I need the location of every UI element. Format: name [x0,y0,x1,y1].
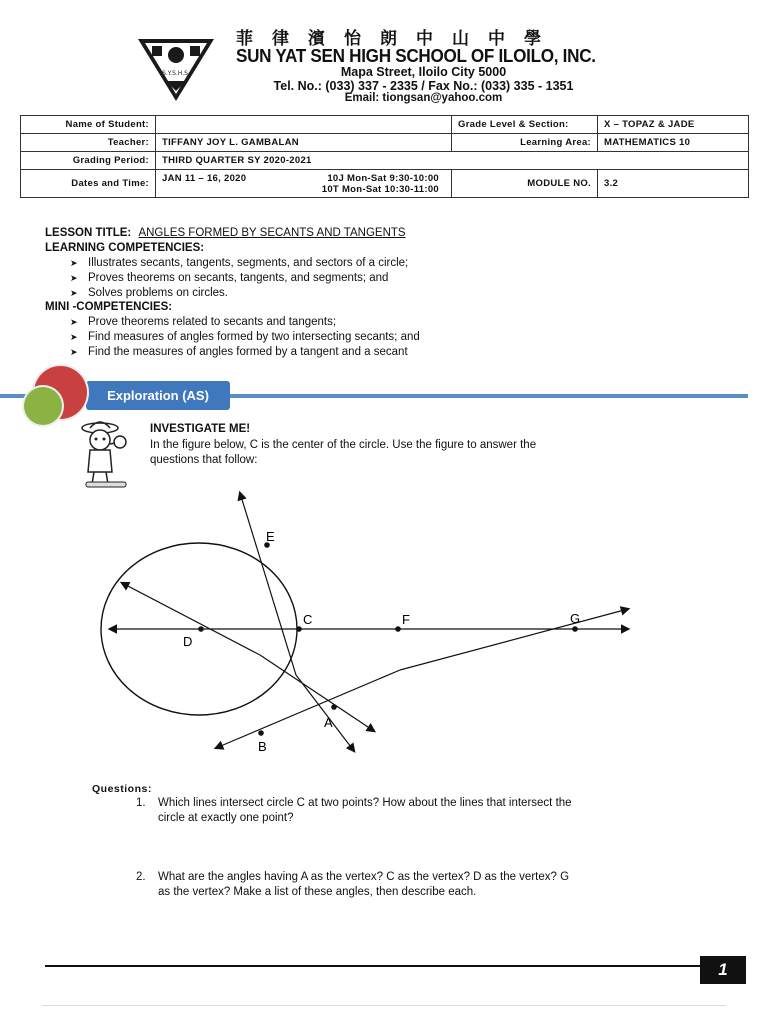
teacher-label: Teacher: [21,134,156,152]
area-value: MATHEMATICS 10 [598,134,749,152]
investigate-intro-2: questions that follow: [150,454,258,466]
label-e: E [266,529,275,544]
question-1-line2: circle at exactly one point? [158,812,294,824]
area-label: Learning Area: [452,134,598,152]
question-2-line2: as the vertex? Make a list of these angles, then describe each. [158,886,477,898]
time-1: 10J Mon-Sat 9:30-10:00 [327,172,439,184]
student-info-table [20,115,749,198]
arrow-bullet-icon: ➤ [70,258,78,268]
label-g: G [570,611,581,626]
school-email: Email: tiongsan@yahoo.com [344,92,503,104]
teacher-value: TIFFANY JOY L. GAMBALAN [156,134,452,152]
investigate-heading: INVESTIGATE ME! [150,423,251,435]
label-d: D [183,634,193,649]
mini-competencies-list [70,315,420,360]
label-a: A [324,715,333,730]
school-seal-icon [136,37,216,103]
list-item: ➤ Find measures of angles formed by two intersecting secants; and [70,331,420,343]
arrow-bullet-icon: ➤ [70,347,78,357]
list-item: ➤ Find the measures of angles formed by a tangent and a secant [70,346,408,358]
module-value: 3.2 [598,170,749,198]
question-1-number: 1. [136,797,146,809]
page-number: 1 [700,956,746,984]
lesson-title: ANGLES FORMED BY SECANTS AND TANGENTS [138,227,406,239]
question-2-line1: What are the angles having A as the vertex? C as the vertex? D as the vertex? G [158,871,570,883]
question-1-line1: Which lines intersect circle C at two points? How about the lines that intersect the [158,797,572,809]
school-phone: Tel. No.: (033) 337 - 2335 / Fax No.: (033) 335 - 1351 [273,79,574,93]
circle-figure [100,485,640,770]
footer-rule [45,965,702,967]
arrow-bullet-icon: ➤ [70,317,78,327]
exploration-banner: Exploration (AS) [86,381,230,410]
arrow-bullet-icon: ➤ [70,273,78,283]
dates-value-cell [156,170,452,198]
question-2-number: 2. [136,871,146,883]
label-c: C [303,612,313,627]
list-item: ➤ Proves theorems on secants, tangents, and segments; and [70,272,389,284]
label-f: F [402,612,410,627]
module-label: MODULE NO. [452,170,598,198]
school-name: SUN YAT SEN HIGH SCHOOL OF ILOILO, INC. [236,46,596,66]
green-circle-decoration [24,387,62,425]
list-item: ➤ Solves problems on circles. [70,287,228,299]
list-item: ➤ Prove theorems related to secants and tangents; [70,316,337,328]
investigate-intro-1: In the figure below, C is the center of the circle. Use the figure to answer the [150,439,537,451]
name-label: Name of Student: [21,116,156,134]
name-value[interactable] [156,116,452,134]
grade-value: X – TOPAZ & JADE [598,116,749,134]
competencies-label: LEARNING COMPETENCIES: [45,242,205,254]
investigator-icon [72,418,138,490]
period-label: Grading Period: [21,152,156,170]
arrow-bullet-icon: ➤ [70,332,78,342]
questions-label: Questions: [92,783,152,795]
label-b: B [258,739,267,754]
school-chinese-name: 菲律濱怡朗中山中學 [236,29,560,49]
grade-label: Grade Level & Section: [452,116,598,134]
bottom-divider [42,1005,726,1006]
time-2: 10T Mon-Sat 10:30-11:00 [321,183,439,195]
school-address: Mapa Street, Iloilo City 5000 [340,65,507,79]
list-item: ➤ Illustrates secants, tangents, segments, and sectors of a circle; [70,257,409,269]
competencies-list [70,256,408,301]
dates-value: JAN 11 – 16, 2020 [162,172,247,184]
dates-label: Dates and Time: [21,170,156,198]
lesson-title-row [45,226,406,241]
period-value: THIRD QUARTER SY 2020-2021 [156,152,749,170]
mini-competencies-label: MINI -COMPETENCIES: [45,301,173,313]
arrow-bullet-icon: ➤ [70,288,78,298]
seal-text: S.Y.S.H.S. [162,70,190,77]
lesson-title-label: LESSON TITLE: [45,227,132,239]
